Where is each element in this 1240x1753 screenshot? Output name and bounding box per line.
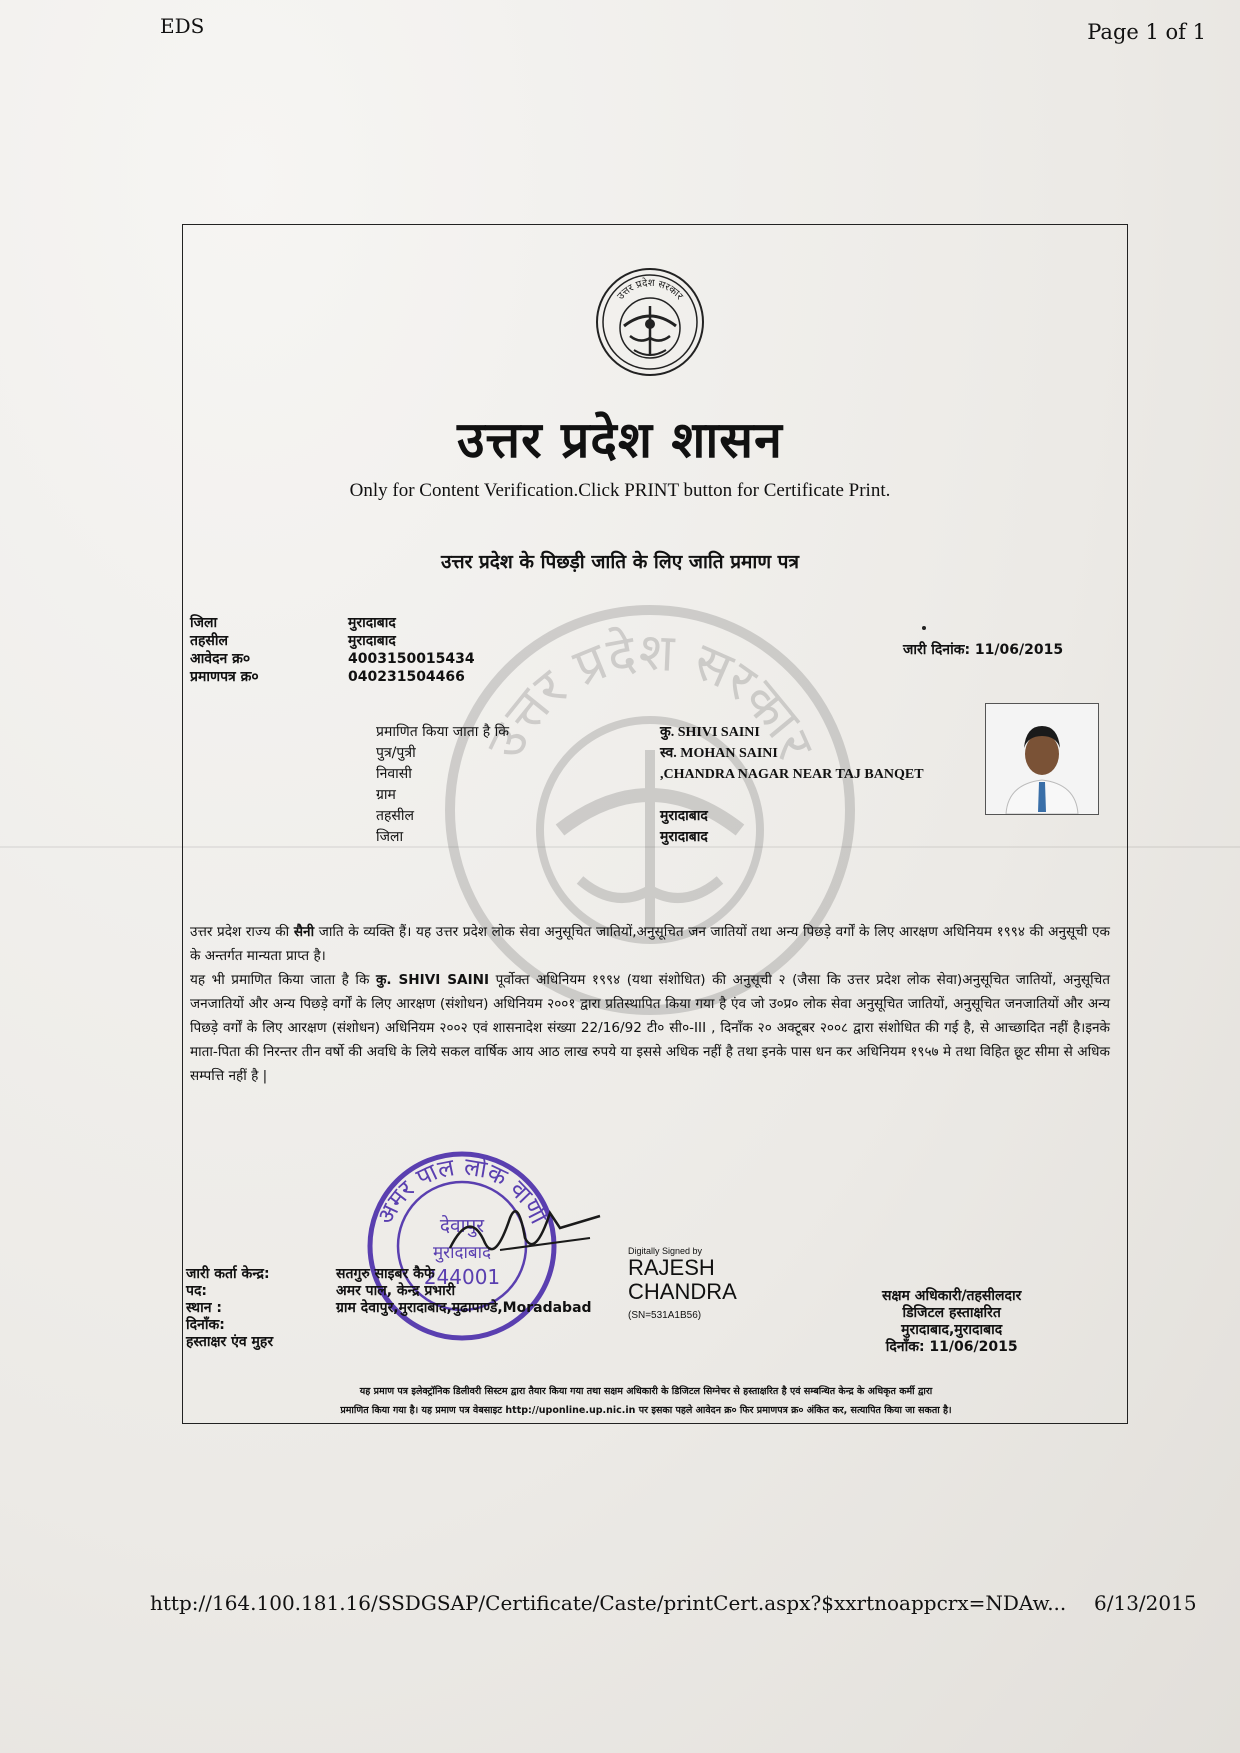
detail-value: कु. SHIVI SAINI bbox=[660, 725, 760, 740]
issuer-label: पद: bbox=[186, 1283, 207, 1299]
verification-notice bbox=[196, 1382, 1096, 1420]
authority-signed: डिजिटल हस्ताक्षरित bbox=[902, 1305, 1001, 1321]
certificate-body bbox=[190, 920, 1110, 1088]
authority-location: मुरादाबाद,मुरादाबाद bbox=[901, 1322, 1003, 1338]
applicant-photo-icon bbox=[986, 704, 1098, 814]
certificate-title: उत्तर प्रदेश के पिछड़ी जाति के लिए जाति प्रमाण पत्र bbox=[441, 551, 799, 573]
detail-row bbox=[376, 722, 930, 743]
stamp-pin: 244001 bbox=[423, 1265, 501, 1289]
detail-value: ,CHANDRA NAGAR NEAR TAJ BANQET bbox=[660, 767, 924, 782]
meta-row bbox=[190, 632, 475, 650]
print-date: 6/13/2015 bbox=[1094, 1591, 1197, 1615]
meta-row bbox=[190, 650, 475, 668]
meta-label: जिला bbox=[190, 615, 218, 631]
issuer-label: दिनॉंक: bbox=[186, 1317, 225, 1333]
issuer-label: हस्ताक्षर एंव मुहर bbox=[186, 1334, 274, 1350]
detail-row bbox=[376, 764, 930, 785]
meta-value: 4003150015434 bbox=[348, 651, 475, 667]
detail-row bbox=[376, 743, 930, 764]
dsig-caption: Digitally Signed by bbox=[628, 1246, 703, 1256]
dsig-serial: (SN=531A1B56) bbox=[628, 1310, 702, 1321]
authority-date: दिनॉंक: 11/06/2015 bbox=[885, 1339, 1018, 1355]
dsig-name-1: RAJESH bbox=[628, 1255, 715, 1280]
detail-value: स्व. MOHAN SAINI bbox=[660, 746, 778, 761]
body-text: जाति के व्यक्ति हैं। यह उत्तर प्रदेश लोक सेवा अनुसूचित जातियों,अनुसूचित जन जातियों तथा अन्य पिछड़े वर्गों के लिए आरक्षण अधिनियम १९९४ की अनुसूची एक के अन्तर्गत मान्यता प्राप्त है। bbox=[190, 924, 1110, 964]
applicant-photo bbox=[985, 703, 1099, 815]
issuer-row bbox=[186, 1283, 592, 1300]
issuer-label: स्थान : bbox=[186, 1300, 222, 1316]
detail-value: मुरादाबाद bbox=[660, 809, 708, 824]
stamp-line-2: मुरादाबाद bbox=[432, 1243, 492, 1263]
stamp-ring-text: अमर पाल लोक वाणी bbox=[371, 1152, 553, 1229]
page-indicator: Page 1 of 1 bbox=[1087, 20, 1206, 44]
body-paragraph-2 bbox=[190, 968, 1110, 1088]
notice-line-2: प्रमाणित किया गया है। यह प्रमाण पत्र वेबसाइट http://uponline.up.nic.in पर इसका पहले आवेदन क्र० फिर प्रमाणपत्र क्र० अंकित कर, सत्यापित किया जा सकता है। bbox=[340, 1405, 952, 1416]
issuer-row bbox=[186, 1317, 592, 1334]
meta-row bbox=[190, 614, 475, 632]
detail-row bbox=[376, 785, 930, 806]
watermark-text: उत्तर प्रदेश सरकार bbox=[475, 622, 825, 768]
meta-label: आवेदन क्र० bbox=[190, 651, 251, 667]
digital-signature bbox=[628, 1246, 737, 1321]
detail-row bbox=[376, 806, 930, 827]
issuer-row bbox=[186, 1300, 592, 1317]
issuer-row bbox=[186, 1266, 592, 1283]
meta-value: 040231504466 bbox=[348, 669, 465, 685]
detail-label: जिला bbox=[376, 829, 404, 845]
caste-name: सैनी bbox=[293, 924, 315, 940]
issue-date: जारी दिनांक: 11/06/2015 bbox=[903, 642, 1064, 658]
emblem-text: उत्तर प्रदेश सरकार bbox=[615, 277, 685, 303]
header-left: EDS bbox=[160, 14, 205, 38]
detail-label: ग्राम bbox=[376, 787, 396, 803]
issuer-label: जारी कर्ता केन्द्र: bbox=[186, 1266, 270, 1282]
detail-value: मुरादाबाद bbox=[660, 830, 708, 845]
authority-title: सक्षम अधिकारी/तहसीलदार bbox=[882, 1288, 1022, 1304]
detail-row bbox=[376, 827, 930, 848]
meta-label: तहसील bbox=[190, 633, 228, 649]
ink-dot bbox=[922, 626, 926, 630]
issuing-center bbox=[186, 1266, 592, 1351]
meta-value: मुरादाबाद bbox=[348, 615, 396, 631]
stamp-line-1: देवापुर bbox=[439, 1215, 485, 1237]
applicant-name: कु. SHIVI SAINI bbox=[375, 972, 490, 988]
body-paragraph-1 bbox=[190, 920, 1110, 968]
print-url: http://164.100.181.16/SSDGSAP/Certificate/Caste/printCert.aspx?$xxrtnoappcrx=NDAw... bbox=[150, 1591, 1067, 1615]
issuer-value: सतगुरु साइबर कैफे bbox=[336, 1266, 435, 1282]
detail-label: तहसील bbox=[376, 808, 414, 824]
body-text: यह भी प्रमाणित किया जाता है कि bbox=[190, 972, 376, 988]
detail-label: पुत्र/पुत्री bbox=[376, 745, 416, 761]
body-text: उत्तर प्रदेश राज्य की bbox=[190, 924, 294, 940]
meta-label: प्रमाणपत्र क्र० bbox=[190, 669, 259, 685]
applicant-details bbox=[376, 722, 930, 848]
issuer-value: अमर पाल, केन्द्र प्रभारी bbox=[336, 1283, 456, 1299]
notice-line-1: यह प्रमाण पत्र इलेक्ट्रॉनिक डिलीवरी सिस्टम द्वारा तैयार किया गया तथा सक्षम अधिकारी के डिजिटल सिग्नेचर से हस्ताक्षरित है एवं सम्बन्धित केन्द्र के अधिकृत कर्मी द्वारा bbox=[359, 1386, 933, 1397]
application-meta bbox=[190, 614, 475, 686]
state-emblem-icon bbox=[594, 266, 706, 378]
body-text: पूर्वोक्त अधिनियम १९९४ (यथा संशोधित) की अनुसूची २ (जैसा कि उत्तर प्रदेश लोक सेवा)अनुसूचित जातियों, अनुसूचित जनजातियों और अन्य पिछड़े वर्गों के लिए आरक्षण (संशोधन) अधिनियम २००१ द्वारा प्रतिस्थापित किया गया है एंव जो उ०प्र० लोक सेवा अनुसूचित जातियों, अनुसूचित जनजातियों और अन्य पिछड़े वर्गों के लिए आरक्षण (संशोधन) अधिनियम २००२ एवं शासनादेश संख्या 22/16/92 टी० सी०-III , दिनॉंक २० अक्टूबर २००८ द्वारा संशोधित की गई है, से आच्छादित नहीं है।इनके माता-पिता की निरन्तर तीन वर्षो की अवधि के लिये सकल वार्षिक आय आठ लाख रुपये या इससे अधिक नहीं है तथा इनके पास धन कर अधिनियम १९५७ मे तथा विहित छूट सीमा से अधिक सम्पत्ति नहीं है | bbox=[190, 972, 1110, 1084]
detail-value bbox=[660, 785, 930, 806]
handwritten-signature-icon bbox=[440, 1188, 610, 1268]
issuer-row bbox=[186, 1334, 592, 1351]
dsig-name-2: CHANDRA bbox=[628, 1279, 737, 1304]
meta-value: मुरादाबाद bbox=[348, 633, 396, 649]
page-title: उत्तर प्रदेश शासन bbox=[457, 411, 783, 469]
issuer-value: ग्राम देवापुर,मुरादाबाद,मुढापाण्डे,Moradabad bbox=[336, 1300, 592, 1316]
authority-block bbox=[882, 1288, 1021, 1356]
verification-note: Only for Content Verification.Click PRINT button for Certificate Print. bbox=[349, 480, 891, 501]
detail-label: निवासी bbox=[376, 766, 412, 782]
meta-row bbox=[190, 668, 475, 686]
detail-label: प्रमाणित किया जाता है कि bbox=[376, 724, 510, 740]
